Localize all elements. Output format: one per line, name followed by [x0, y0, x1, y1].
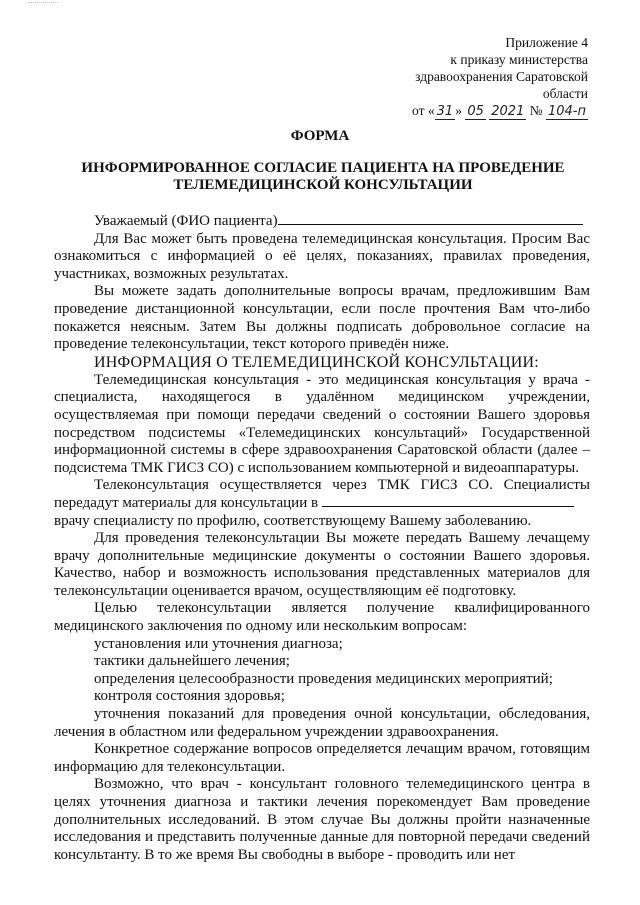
- scan-artifact: [28, 2, 58, 5]
- ministry-name: здравоохранения Саратовской: [415, 69, 588, 84]
- order-month: 05: [467, 104, 484, 119]
- greeting-line: Уважаемый (ФИО пациента): [54, 213, 590, 231]
- form-title: ФОРМА: [290, 128, 350, 144]
- section-heading: ИНФОРМАЦИЯ О ТЕЛЕМЕДИЦИНСКОЙ КОНСУЛЬТАЦИИ:: [94, 353, 539, 371]
- order-number-label: №: [529, 103, 543, 118]
- paragraph: Телемедицинская консультация - это медицинская консультация у врача - специалиста, находящегося в удалённом медицинском учреждении, осуществляемая при помощи передачи сведений о состоянии Вашего здоровья посредством подсистемы «Телемедицинских консультаций» Государственной информационной системы в сфере здравоохранения Саратовской области (далее – подсистема ТМК ГИСЗ СО) с использованием компьютерной и видеоаппаратуры.: [54, 371, 590, 476]
- paragraph: врачу специалисту по профилю, соответствующему Вашему заболеванию.: [54, 512, 532, 529]
- document-title: ИНФОРМИРОВАННОЕ СОГЛАСИЕ ПАЦИЕНТА НА ПРОВЕДЕНИЕ ТЕЛЕМЕДИЦИНСКОЙ КОНСУЛЬТАЦИИ: [81, 160, 565, 193]
- appendix-label: Приложение 4: [505, 35, 588, 50]
- order-year: 2021: [491, 104, 525, 119]
- paragraph: Вы можете задать дополнительные вопросы врачам, предложившим Вам проведение дистанционной консультации, если после прочтения Вам что-либо покажется неясным. Затем Вы должны подписать добровольное согласие на проведение телеконсультации, текст которого приведён ниже.: [54, 283, 590, 353]
- paragraph: Конкретное содержание вопросов определяется лечащим врачом, готовящим информацию для телеконсультации.: [54, 741, 590, 775]
- paragraph: Для проведения телеконсультации Вы можете передать Вашему лечащему врачу дополнительные медицинские документы о состоянии Вашего здоровья. Качество, набор и возможность использования представленных материалов для телеконсультации оценивается врачом, осуществляющим её подготовку.: [54, 530, 590, 599]
- list-item: тактики дальнейшего лечения;: [94, 653, 290, 670]
- paragraph: Возможно, что врач - консультант головного телемедицинского центра в целях уточнения диагноза и тактики лечения порекомендует Вам проведение дополнительных исследований. В этом случае Вы должны пройти назначенные исследования и представить полученные данные для повторной передачи сведений консультанту. В то же время Вы свободны в выборе - проводить или нет: [54, 776, 590, 863]
- order-number: 104-п: [547, 104, 586, 119]
- list-item: определения целесообразности проведения медицинских мероприятий;: [94, 670, 553, 687]
- list-item: уточнения показаний для проведения очной консультации, обследования, лечения в областном или федеральном учреждении здравоохранения.: [54, 706, 590, 740]
- appendix-header: [378, 34, 588, 120]
- list-item: контроля состояния здоровья;: [94, 688, 285, 705]
- consult-center-blank[interactable]: [322, 495, 574, 507]
- paragraph: Для Вас может быть проведена телемедицинская консультация. Просим Вас ознакомиться с информацией о её целях, показаниях, правилах проведения, участниках, возможных результатах.: [54, 230, 590, 282]
- document-body: [54, 213, 590, 864]
- paragraph: Телеконсультация осуществляется через ТМК ГИСЗ СО. Специалисты передадут материалы для консультации в: [54, 477, 590, 511]
- order-reference: к приказу министерства: [450, 52, 588, 67]
- list-item: установления или уточнения диагноза;: [94, 635, 343, 652]
- paragraph: Целью телеконсультации является получение квалифицированного медицинского заключения по одному или нескольким вопросам:: [54, 600, 590, 635]
- order-day: 31: [436, 104, 454, 119]
- region-name: области: [542, 86, 588, 101]
- patient-name-blank[interactable]: [278, 213, 583, 225]
- order-date-number: от « 31 » 05 2021 № 104-п: [412, 103, 586, 119]
